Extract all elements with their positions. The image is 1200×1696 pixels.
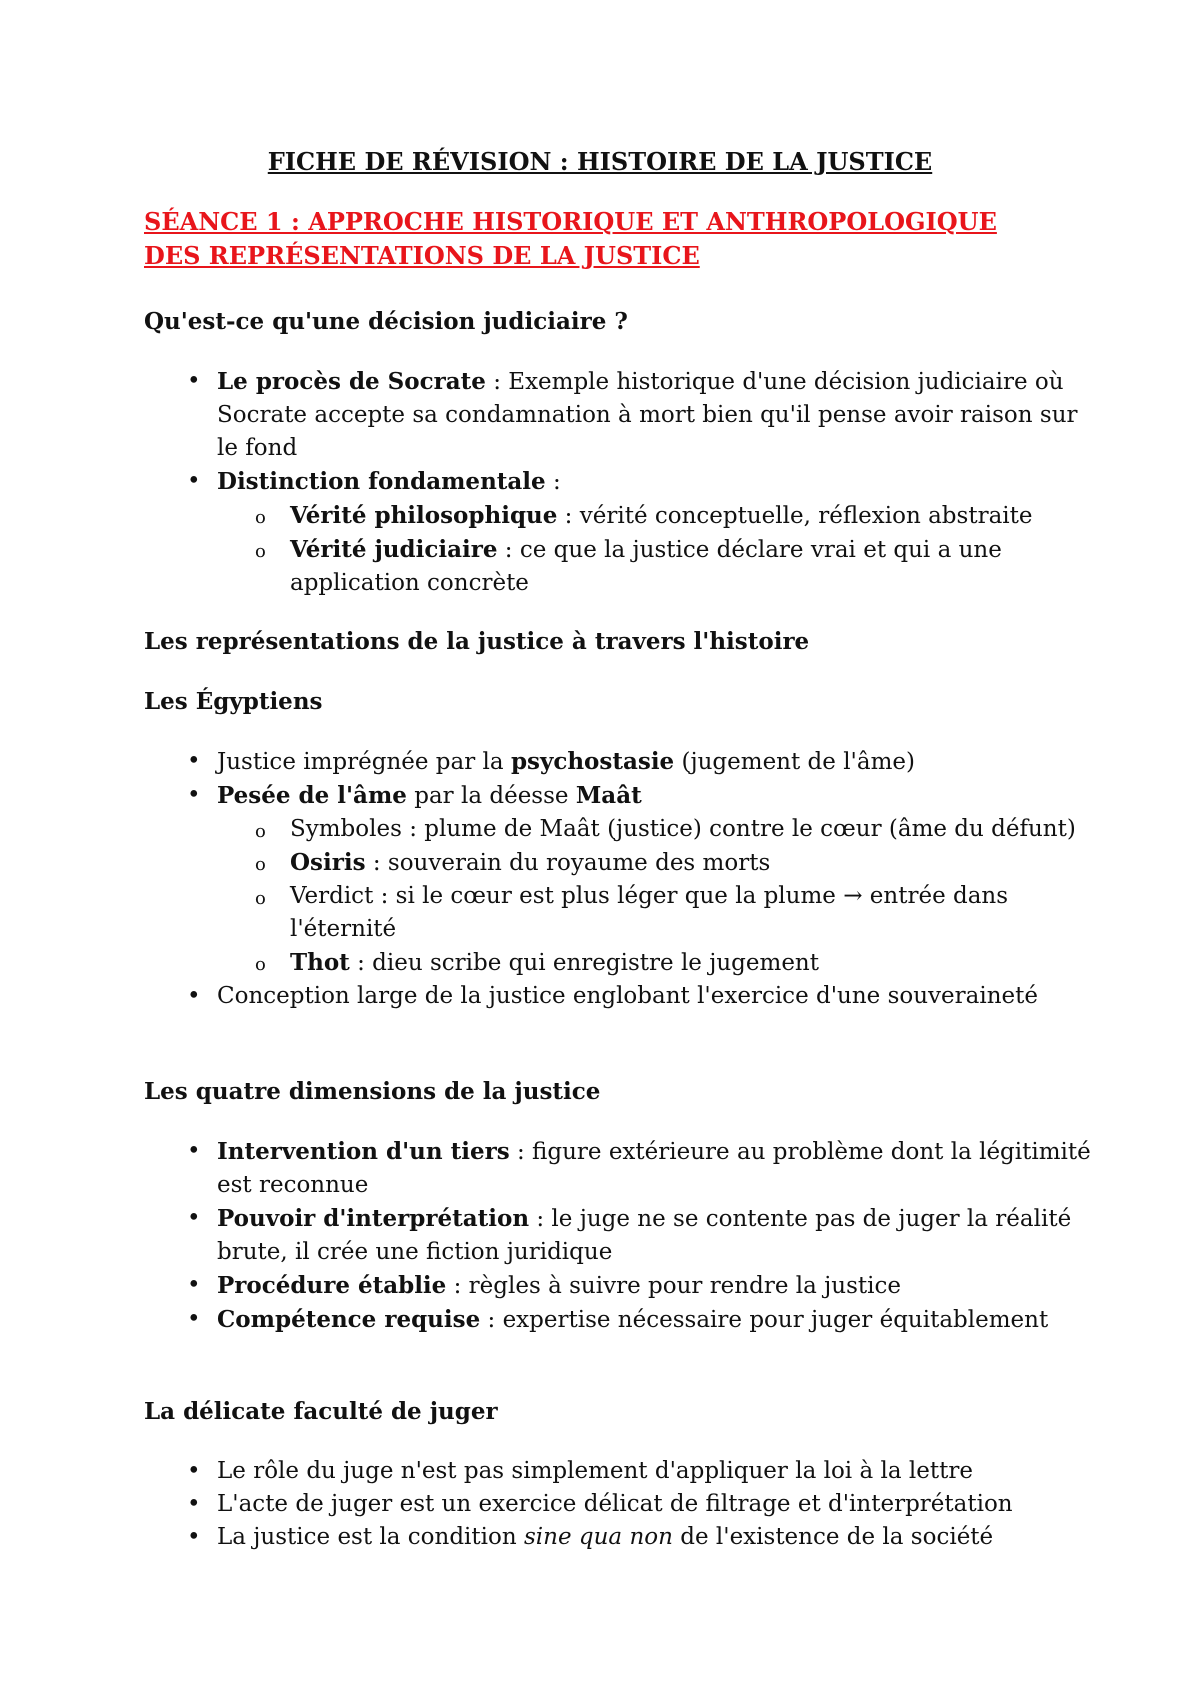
item-term: Procédure établie <box>217 1272 447 1299</box>
item-term: Pouvoir d'interprétation <box>217 1205 530 1232</box>
list-item <box>0 1269 1100 1303</box>
item-text: : souverain du royaume des morts <box>365 850 771 876</box>
bullet-icon: • <box>187 1205 201 1231</box>
item-text: de l'existence de la société <box>672 1524 994 1550</box>
sub-list-item <box>217 846 1100 880</box>
item-text: : <box>545 469 561 495</box>
circle-bullet-icon: o <box>255 821 266 842</box>
heading-decision-judiciaire: Qu'est-ce qu'une décision judiciaire ? <box>144 308 628 335</box>
seance-title: SÉANCE 1 : APPROCHE HISTORIQUE ET ANTHROPOLOGIQUE DES REPRÉSENTATIONS DE LA JUSTICE <box>144 207 997 270</box>
bullet-icon: • <box>187 748 201 774</box>
sub-list-item <box>217 813 1100 846</box>
sub-list-item <box>217 946 1100 980</box>
item-term: psychostasie <box>510 748 675 775</box>
list-item <box>0 1455 1100 1488</box>
bullet-icon: • <box>187 1138 201 1164</box>
item-term: Maât <box>575 782 642 809</box>
list-quatre-dimensions <box>0 1135 1100 1337</box>
item-text: par la déesse <box>406 783 576 809</box>
list-item <box>0 779 1100 980</box>
list-faculte-de-juger <box>0 1455 1100 1554</box>
bullet-icon: • <box>187 1524 201 1550</box>
item-term: Le procès de Socrate <box>217 368 486 395</box>
item-emphasis: sine qua non <box>524 1524 673 1550</box>
bullet-icon: • <box>187 983 201 1009</box>
item-text: Justice imprégnée par la <box>217 749 511 775</box>
item-term: Pesée de l'âme <box>217 782 407 809</box>
item-text: (jugement de l'âme) <box>674 749 915 775</box>
list-item <box>0 465 1100 600</box>
list-item <box>0 1521 1100 1554</box>
item-text: : figure extérieure au problème dont la légitimité est reconnue <box>217 1139 1091 1198</box>
item-text: : Exemple historique d'une décision judiciaire où Socrate accepte sa condamnation à mort bien qu'il pense avoir raison sur le fond <box>217 369 1078 461</box>
bullet-icon: • <box>187 1272 201 1298</box>
bullet-icon: • <box>187 368 201 394</box>
bullet-icon: • <box>187 468 201 494</box>
list-item <box>0 980 1100 1013</box>
item-term: Vérité judiciaire <box>290 536 498 563</box>
heading-quatre-dimensions: Les quatre dimensions de la justice <box>144 1078 601 1105</box>
item-text: : ce que la justice déclare vrai et qui a une application concrète <box>290 537 1002 596</box>
item-term: Osiris <box>290 849 366 876</box>
list-item <box>0 365 1100 465</box>
item-text: L'acte de juger est un exercice délicat de filtrage et d'interprétation <box>217 1491 1013 1517</box>
item-term: Distinction fondamentale <box>217 468 546 495</box>
item-term: Vérité philosophique <box>290 502 558 529</box>
item-text: : dieu scribe qui enregistre le jugement <box>349 950 819 976</box>
item-text: Symboles : plume de Maât (justice) contre le cœur (âme du défunt) <box>290 816 1076 842</box>
circle-bullet-icon: o <box>255 507 266 528</box>
list-item <box>0 1135 1100 1202</box>
list-decision-judiciaire <box>0 365 1100 600</box>
item-text: Conception large de la justice englobant l'exercice d'une souveraineté <box>217 983 1038 1009</box>
bullet-icon: • <box>187 1458 201 1484</box>
sub-list <box>217 813 1100 980</box>
item-term: Compétence requise <box>217 1306 481 1333</box>
item-term: Thot <box>290 949 350 976</box>
list-item <box>0 1488 1100 1521</box>
item-text: Le rôle du juge n'est pas simplement d'appliquer la loi à la lettre <box>217 1458 973 1484</box>
list-item <box>0 745 1100 779</box>
circle-bullet-icon: o <box>255 854 266 875</box>
heading-representations: Les représentations de la justice à travers l'histoire <box>144 628 810 655</box>
bullet-icon: • <box>187 1306 201 1332</box>
item-text: : vérité conceptuelle, réflexion abstraite <box>557 503 1033 529</box>
item-term: Intervention d'un tiers <box>217 1138 510 1165</box>
heading-egyptiens: Les Égyptiens <box>144 688 323 715</box>
circle-bullet-icon: o <box>255 954 266 975</box>
sub-list-item <box>217 880 1100 946</box>
list-egyptiens <box>0 745 1100 1013</box>
bullet-icon: • <box>187 782 201 808</box>
item-text: Verdict : si le cœur est plus léger que la plume → entrée dans l'éternité <box>290 883 1009 942</box>
item-text: La justice est la condition <box>217 1524 524 1550</box>
sub-list <box>217 499 1100 600</box>
bullet-icon: • <box>187 1491 201 1517</box>
sub-list-item <box>217 533 1100 600</box>
list-item <box>0 1202 1100 1269</box>
circle-bullet-icon: o <box>255 888 266 909</box>
circle-bullet-icon: o <box>255 541 266 562</box>
list-item <box>0 1303 1100 1337</box>
sub-list-item <box>217 499 1100 533</box>
item-text: : expertise nécessaire pour juger équitablement <box>480 1307 1049 1333</box>
item-text: : règles à suivre pour rendre la justice <box>446 1273 901 1299</box>
heading-faculte-de-juger: La délicate faculté de juger <box>144 1398 498 1425</box>
item-text: : le juge ne se contente pas de juger la réalité brute, il crée une fiction juridique <box>217 1206 1072 1265</box>
document-title: FICHE DE RÉVISION : HISTOIRE DE LA JUSTICE <box>267 147 933 176</box>
